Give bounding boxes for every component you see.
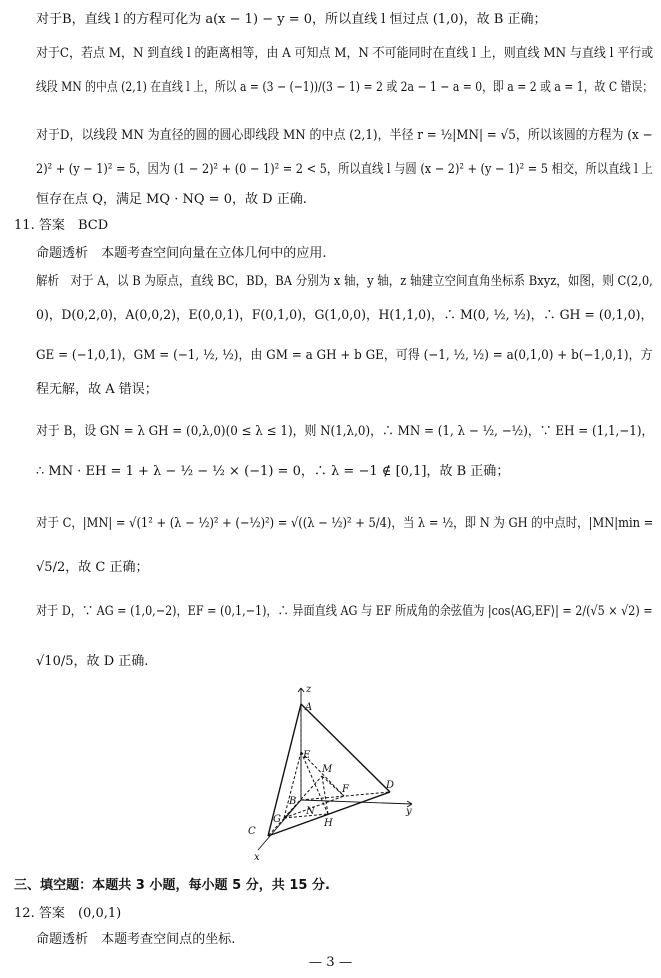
label-F: F bbox=[342, 784, 349, 795]
text-line: 0)，D(0,2,0)，A(0,0,2)，E(0,0,1)，F(0,1,0)，G(1,0,0)，H(1,1,0)，∴ M(0, ½, ½)，∴ GH = (0,1,0)， bbox=[36, 308, 653, 323]
label-x: x bbox=[254, 852, 260, 863]
text-line: GE = (−1,0,1)，GM = (−1, ½, ½)，由 GM = a GH + b GE，可得 (−1, ½, ½) = a(0,1,0) + b(−1,0,1)，方 bbox=[36, 348, 653, 363]
label-C: C bbox=[248, 826, 256, 837]
label-H: H bbox=[324, 818, 333, 829]
tetrahedron-figure bbox=[240, 684, 440, 864]
text-line: 解析 对于 A，以 B 为原点，直线 BC，BD，BA 分别为 x 轴，y 轴，z 轴建立空间直角坐标系 Bxyz，如图，则 C(2,0, bbox=[36, 274, 653, 289]
text-line: ∴ MN · EH = 1 + λ − ½ − ½ × (−1) = 0，∴ λ = −1 ∉ [0,1]，故 B 正确； bbox=[36, 464, 510, 479]
label-z: z bbox=[306, 684, 312, 695]
label-G: G bbox=[273, 814, 281, 825]
text-line: √5/2，故 C 正确； bbox=[36, 560, 149, 575]
text-line: 对于C，若点 M，N 到直线 l 的距离相等，由 A 可知点 M，N 不可能同时在直线 l 上，则直线 MN 与直线 l 平行或 bbox=[36, 46, 654, 61]
label-N: N bbox=[306, 806, 315, 817]
text-line: 对于B，直线 l 的方程可化为 a(x − 1) − y = 0，所以直线 l 恒过点 (1,0)，故 B 正确； bbox=[36, 12, 547, 27]
page-number: — 3 — bbox=[308, 955, 353, 970]
answer-heading: 12. 答案 (0,0,1) bbox=[14, 906, 122, 921]
text-line: √10/5，故 D 正确. bbox=[36, 654, 149, 669]
label-y: y bbox=[406, 806, 412, 817]
text-line: 程无解，故 A 错误； bbox=[36, 382, 158, 397]
topic-line: 命题透析 本题考查空间点的坐标. bbox=[36, 932, 236, 947]
label-M: M bbox=[322, 764, 333, 775]
label-B: B bbox=[289, 796, 297, 807]
label-D: D bbox=[386, 780, 395, 791]
text-line: 对于D，以线段 MN 为直径的圆的圆心即线段 MN 的中点 (2,1)，半径 r = ½|MN| = √5，所以该圆的方程为 (x − bbox=[36, 128, 653, 143]
answer-heading: 11. 答案 BCD bbox=[14, 218, 109, 233]
text-line: 对于 D，∵ AG = (1,0,−2)，EF = (0,1,−1)，∴ 异面直线 AG 与 EF 所成角的余弦值为 |cos⟨AG,EF⟩| = 2/(√5 × √2) = bbox=[36, 604, 653, 619]
text-line: 线段 MN 的中点 (2,1) 在直线 l 上，所以 a = (3 − (−1))/(3 − 1) = 2 或 2a − 1 − a = 0，即 a = 2 或 a = 1，故 C 错误； bbox=[36, 80, 654, 95]
label-E: E bbox=[303, 750, 311, 761]
text-line: 对于 C，|MN| = √(1² + (λ − ½)² + (−½)²) = √((λ − ½)² + 5/4)，当 λ = ½，即 N 为 GH 的中点时，|MN|min = bbox=[36, 516, 654, 531]
text-line: 恒存在点 Q，满足 MQ · NQ = 0，故 D 正确. bbox=[36, 192, 307, 207]
section-heading: 三、填空题：本题共 3 小题，每小题 5 分，共 15 分. bbox=[14, 878, 330, 893]
text-line: 对于 B，设 GN = λ GH = (0,λ,0)(0 ≤ λ ≤ 1)，则 N(1,λ,0)，∴ MN = (1, λ − ½, −½)，∵ EH = (1,1,−1)， bbox=[36, 424, 654, 439]
label-A: A bbox=[305, 702, 313, 713]
text-line: 2)² + (y − 1)² = 5，因为 (1 − 2)² + (0 − 1)² = 2 < 5，所以直线 l 与圆 (x − 2)² + (y − 1)² = 5 相交，所以直线 l 上 bbox=[36, 162, 653, 177]
topic-line: 命题透析 本题考查空间向量在立体几何中的应用. bbox=[36, 246, 327, 261]
